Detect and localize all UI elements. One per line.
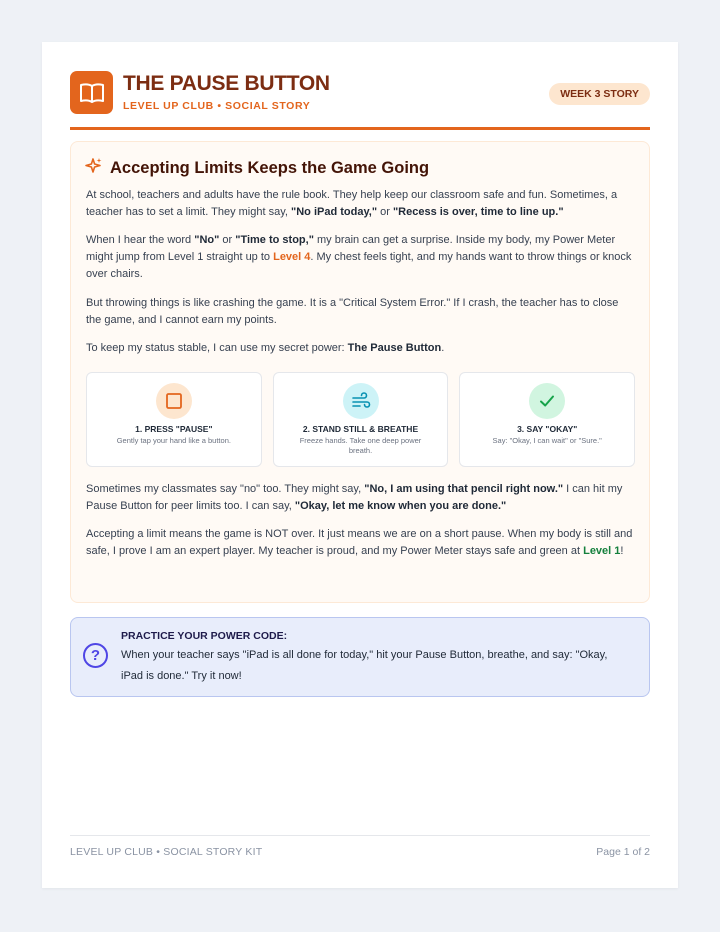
step-card-pause — [86, 372, 262, 467]
level-4-highlight: Level 4 — [273, 251, 311, 263]
document-page — [42, 42, 678, 888]
step-title: 2. STAND STILL & BREATHE — [302, 424, 419, 434]
story-heading-text: Accepting Limits Keeps the Game Going — [110, 159, 430, 177]
story-paragraph-6 — [86, 526, 634, 560]
story-paragraph-2 — [86, 232, 634, 283]
p1-text: At school, teachers and adults have the rule book. They help keep our classroom safe and fun. Sometimes, a teacher has to set a limit. They might say, — [86, 189, 618, 218]
story-paragraph-1 — [86, 187, 634, 221]
question-circle-icon: ? — [83, 643, 108, 668]
p6-text: Accepting a limit means the game is NOT over. It just means we are on a short pause. When my body is still and safe, I prove I am an expert player. My teacher is proud, and my Power Meter stays safe and green at — [86, 528, 633, 557]
p5-quote-2: "Okay, let me know when you are done." — [294, 500, 507, 512]
wind-icon — [343, 383, 379, 419]
p5-quote-1: "No, I am using that pencil right now." — [364, 483, 564, 495]
pause-button-term: The Pause Button — [347, 342, 442, 354]
p5-text-a: Sometimes my classmates say "no" too. They might say, — [86, 483, 365, 495]
p4-period: . — [441, 342, 445, 354]
footer-left: LEVEL UP CLUB • SOCIAL STORY KIT — [70, 846, 263, 858]
page-number: Page 1 of 2 — [596, 846, 650, 858]
p2-quote-no: "No" — [194, 234, 220, 246]
level-1-highlight: Level 1 — [583, 545, 621, 557]
p2-text-g: . My chest feels tight, and my hands want to throw things or knock over chairs. — [86, 251, 632, 280]
step-card-breathe — [273, 372, 449, 467]
story-paragraph-3: But throwing things is like crashing the game. It is a "Critical System Error." If I crash, the teacher has to close the game, and I cannot earn my points. — [86, 297, 619, 326]
page-subtitle: LEVEL UP CLUB • SOCIAL STORY — [123, 100, 311, 112]
week-badge: WEEK 3 STORY — [549, 83, 650, 105]
story-card — [70, 141, 650, 603]
step-desc: Gently tap your hand like a button. — [116, 436, 231, 445]
step-card-okay — [459, 372, 635, 467]
step-desc: Freeze hands. Take one deep power breath. — [299, 436, 422, 455]
p2-quote-stop: "Time to stop," — [235, 234, 314, 246]
story-paragraph-5 — [86, 481, 634, 515]
p1-or: or — [377, 206, 393, 218]
p1-quote-1: "No iPad today," — [291, 206, 378, 218]
check-icon — [529, 383, 565, 419]
practice-callout — [70, 617, 650, 697]
page-title: THE PAUSE BUTTON — [123, 72, 330, 95]
practice-title: PRACTICE YOUR POWER CODE: — [121, 630, 288, 642]
step-title: 1. PRESS "PAUSE" — [135, 424, 213, 434]
story-heading — [85, 157, 429, 180]
story-paragraph-4 — [86, 340, 634, 357]
p5-text-c: I can hit my Pause Button for peer limits too. I can say, — [86, 483, 623, 512]
book-open-icon — [70, 71, 113, 114]
p6-exclaim: ! — [620, 545, 624, 557]
sparkle-icon — [85, 157, 103, 180]
page-footer — [70, 835, 650, 858]
p4-text: To keep my status stable, I can use my secret power: — [86, 342, 348, 354]
p2-text-a: When I hear the word — [86, 234, 195, 246]
step-desc: Say: "Okay, I can wait" or "Sure." — [492, 436, 602, 445]
step-title: 3. SAY "OKAY" — [517, 424, 578, 434]
p1-quote-2: "Recess is over, time to line up." — [392, 206, 564, 218]
p2-or: or — [219, 234, 236, 246]
steps-row — [86, 372, 635, 467]
p2-text-e: my brain can get a surprise. Inside my body, my Power Meter might jump from Level 1 straight up to — [86, 234, 616, 263]
square-button-icon — [156, 383, 192, 419]
practice-body: When your teacher says "iPad is all done for today," hit your Pause Button, breathe, and say: "Okay, iPad is done." Try it now! — [121, 649, 608, 682]
page-header — [70, 71, 650, 130]
